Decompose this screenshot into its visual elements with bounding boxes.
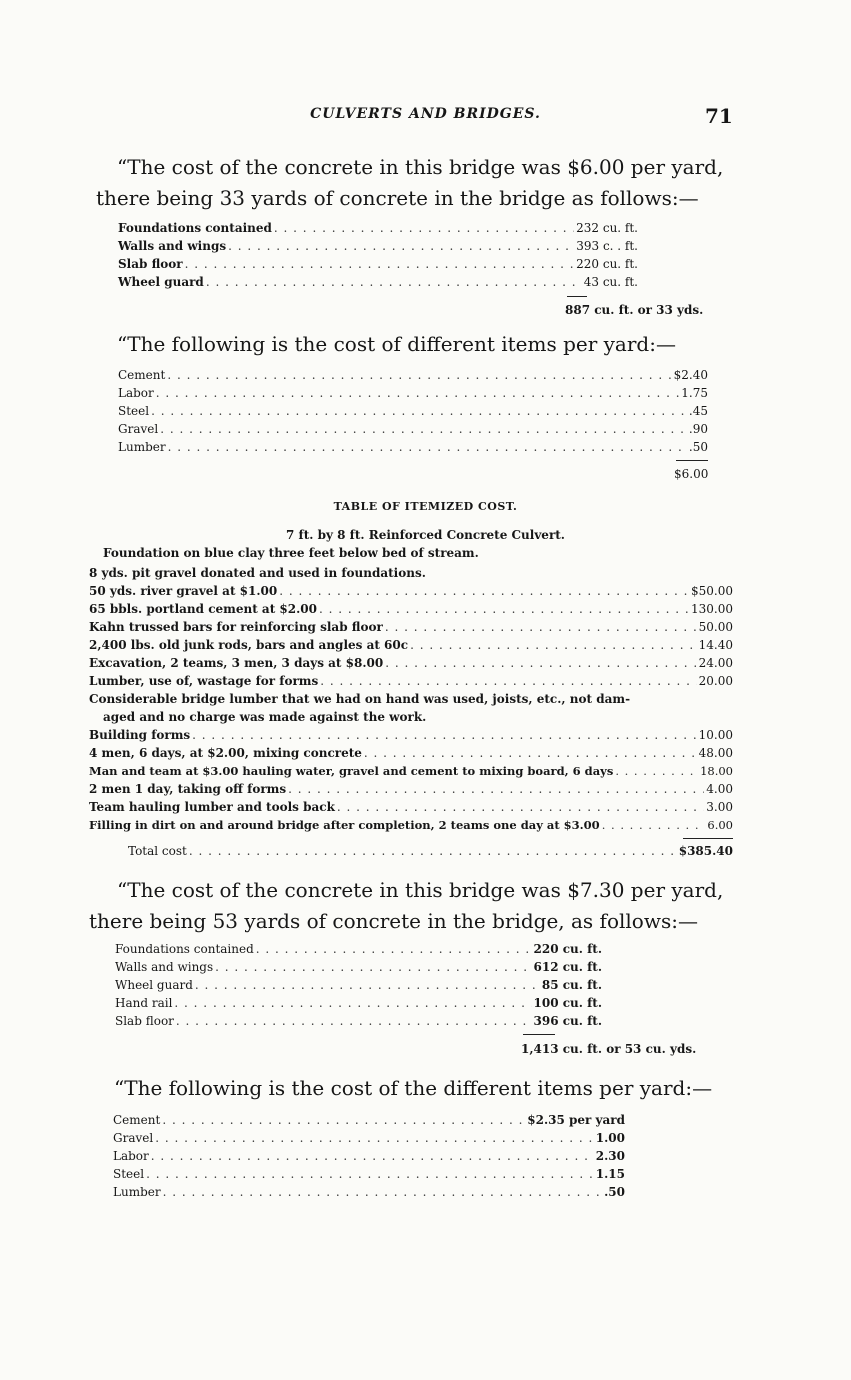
item-label: Walls and wings <box>118 239 227 253</box>
row-value: 14.40 <box>698 638 733 652</box>
item-label: Labor <box>118 386 154 400</box>
item-label: Labor <box>113 1149 149 1163</box>
paragraph-1-line-1: “The cost of the concrete in this bridge was $6.00 per yard, <box>117 155 724 179</box>
paragraph-1-line-2: there being 33 yards of concrete in the bridge as follows:— <box>96 186 699 210</box>
item-label: Gravel <box>118 422 159 436</box>
row-value: 3.00 <box>706 800 733 814</box>
item-value: 396 cu. ft. <box>533 1014 602 1028</box>
row-label: 2 men 1 day, taking off forms <box>89 782 287 796</box>
sum-rule <box>683 838 733 839</box>
list-item <box>115 960 602 978</box>
row-label: Excavation, 2 teams, 3 men, 3 days at $8.00 <box>89 656 384 670</box>
item-value: .90 <box>688 422 708 436</box>
list-item <box>118 404 708 422</box>
list-item <box>115 978 602 996</box>
list-item <box>118 440 708 458</box>
table-total-row <box>128 844 733 862</box>
table-row <box>89 584 733 602</box>
table-row <box>89 746 733 764</box>
sum-rule <box>567 296 587 297</box>
row-label: Team hauling lumber and tools back <box>89 800 335 814</box>
item-label: Foundations contained <box>118 221 272 235</box>
table-note-lumber-line-1: Considerable bridge lumber that we had on hand was used, joists, etc., not dam- <box>89 692 631 706</box>
total-value: $385.40 <box>678 844 733 858</box>
table-row <box>89 674 733 692</box>
row-value: 130.00 <box>691 602 733 616</box>
list-item <box>113 1185 625 1203</box>
paragraph-3-line-2: there being 53 yards of concrete in the bridge, as follows:— <box>89 909 698 933</box>
list-item <box>118 275 638 293</box>
item-label: Slab floor <box>118 257 183 271</box>
item-label: Walls and wings <box>115 960 214 974</box>
row-label: 2,400 lbs. old junk rods, bars and angles at 60c <box>89 638 409 652</box>
table-row <box>89 656 733 674</box>
list-item <box>118 221 638 239</box>
paragraph-4: “The following is the cost of the different items per yard:— <box>114 1076 713 1100</box>
table-subtitle: 7 ft. by 8 ft. Reinforced Concrete Culvert. <box>286 528 565 542</box>
table-row <box>89 818 733 836</box>
list-item <box>113 1149 625 1167</box>
item-value: .45 <box>688 404 708 418</box>
table-note-lumber-line-2: aged and no charge was made against the work. <box>103 710 427 724</box>
table-note-foundation: Foundation on blue clay three feet below bed of stream. <box>103 546 479 560</box>
row-value: 50.00 <box>698 620 733 634</box>
row-label: Lumber, use of, wastage for forms <box>89 674 319 688</box>
row-label: 50 yds. river gravel at $1.00 <box>89 584 278 598</box>
item-label: Gravel <box>113 1131 154 1145</box>
item-label: Wheel guard <box>115 978 193 992</box>
row-value: 10.00 <box>698 728 733 742</box>
item-label: Lumber <box>113 1185 161 1199</box>
row-value: 20.00 <box>698 674 733 688</box>
table-row <box>89 764 733 782</box>
item-value: 1.15 <box>595 1167 625 1181</box>
table-row <box>89 782 733 800</box>
item-value: 393 c. . ft. <box>576 239 638 253</box>
page-number: 71 <box>705 104 733 128</box>
item-label: Lumber <box>118 440 166 454</box>
item-value: $2.35 per yard <box>527 1113 625 1127</box>
row-value: 4.00 <box>706 782 733 796</box>
row-value: $50.00 <box>691 584 733 598</box>
item-label: Hand rail <box>115 996 173 1010</box>
item-label: Wheel guard <box>118 275 204 289</box>
list-item <box>113 1167 625 1185</box>
item-value: 1.00 <box>595 1131 625 1145</box>
item-label: Cement <box>118 368 166 382</box>
item-value: 232 cu. ft. <box>576 221 638 235</box>
table-note-gravel: 8 yds. pit gravel donated and used in foundations. <box>89 566 426 580</box>
paragraph-2: “The following is the cost of different items per yard:— <box>117 332 676 356</box>
total-label: Total cost <box>128 844 187 858</box>
paragraph-3-line-1: “The cost of the concrete in this bridge was $7.30 per yard, <box>117 878 724 902</box>
item-value: 100 cu. ft. <box>533 996 602 1010</box>
item-value: 43 cu. ft. <box>583 275 638 289</box>
running-header: CULVERTS AND BRIDGES. <box>310 106 541 122</box>
item-label: Steel <box>118 404 150 418</box>
row-value: 18.00 <box>700 764 733 778</box>
list-item <box>118 368 708 386</box>
item-value: 1.75 <box>681 386 708 400</box>
list-1-total: 887 cu. ft. or 33 yds. <box>565 303 704 317</box>
item-value: $2.40 <box>673 368 708 382</box>
item-label: Slab floor <box>115 1014 174 1028</box>
list-item <box>113 1131 625 1149</box>
list-item <box>115 942 602 960</box>
table-row <box>89 620 733 638</box>
list-item <box>118 422 708 440</box>
table-title: TABLE OF ITEMIZED COST. <box>333 500 518 513</box>
table-row <box>89 602 733 620</box>
row-value: 24.00 <box>698 656 733 670</box>
item-label: Cement <box>113 1113 161 1127</box>
list-2-total: $6.00 <box>674 467 709 481</box>
row-label: 65 bbls. portland cement at $2.00 <box>89 602 318 616</box>
sum-rule <box>523 1034 555 1035</box>
list-item <box>118 257 638 275</box>
item-label: Foundations contained <box>115 942 254 956</box>
row-label: 4 men, 6 days, at $2.00, mixing concrete <box>89 746 362 760</box>
row-label: Filling in dirt on and around bridge after completion, 2 teams one day at $3.00 <box>89 818 600 832</box>
item-value: 612 cu. ft. <box>533 960 602 974</box>
table-row <box>89 800 733 818</box>
row-label: Kahn trussed bars for reinforcing slab floor <box>89 620 383 634</box>
item-value: 85 cu. ft. <box>541 978 602 992</box>
list-item <box>115 1014 602 1032</box>
item-value: .50 <box>604 1185 625 1199</box>
sum-rule <box>676 460 708 461</box>
row-label: Man and team at $3.00 hauling water, gravel and cement to mixing board, 6 days <box>89 764 614 778</box>
item-value: .50 <box>688 440 708 454</box>
table-row <box>89 728 733 746</box>
item-label: Steel <box>113 1167 145 1181</box>
list-item <box>118 239 638 257</box>
list-item <box>118 386 708 404</box>
item-value: 220 cu. ft. <box>576 257 638 271</box>
list-item <box>115 996 602 1014</box>
item-value: 220 cu. ft. <box>533 942 602 956</box>
table-row <box>89 638 733 656</box>
row-value: 6.00 <box>707 818 733 832</box>
list-3-total: 1,413 cu. ft. or 53 cu. yds. <box>521 1042 697 1056</box>
list-item <box>113 1113 625 1131</box>
row-label: Building forms <box>89 728 191 742</box>
row-value: 48.00 <box>698 746 733 760</box>
item-value: 2.30 <box>595 1149 625 1163</box>
